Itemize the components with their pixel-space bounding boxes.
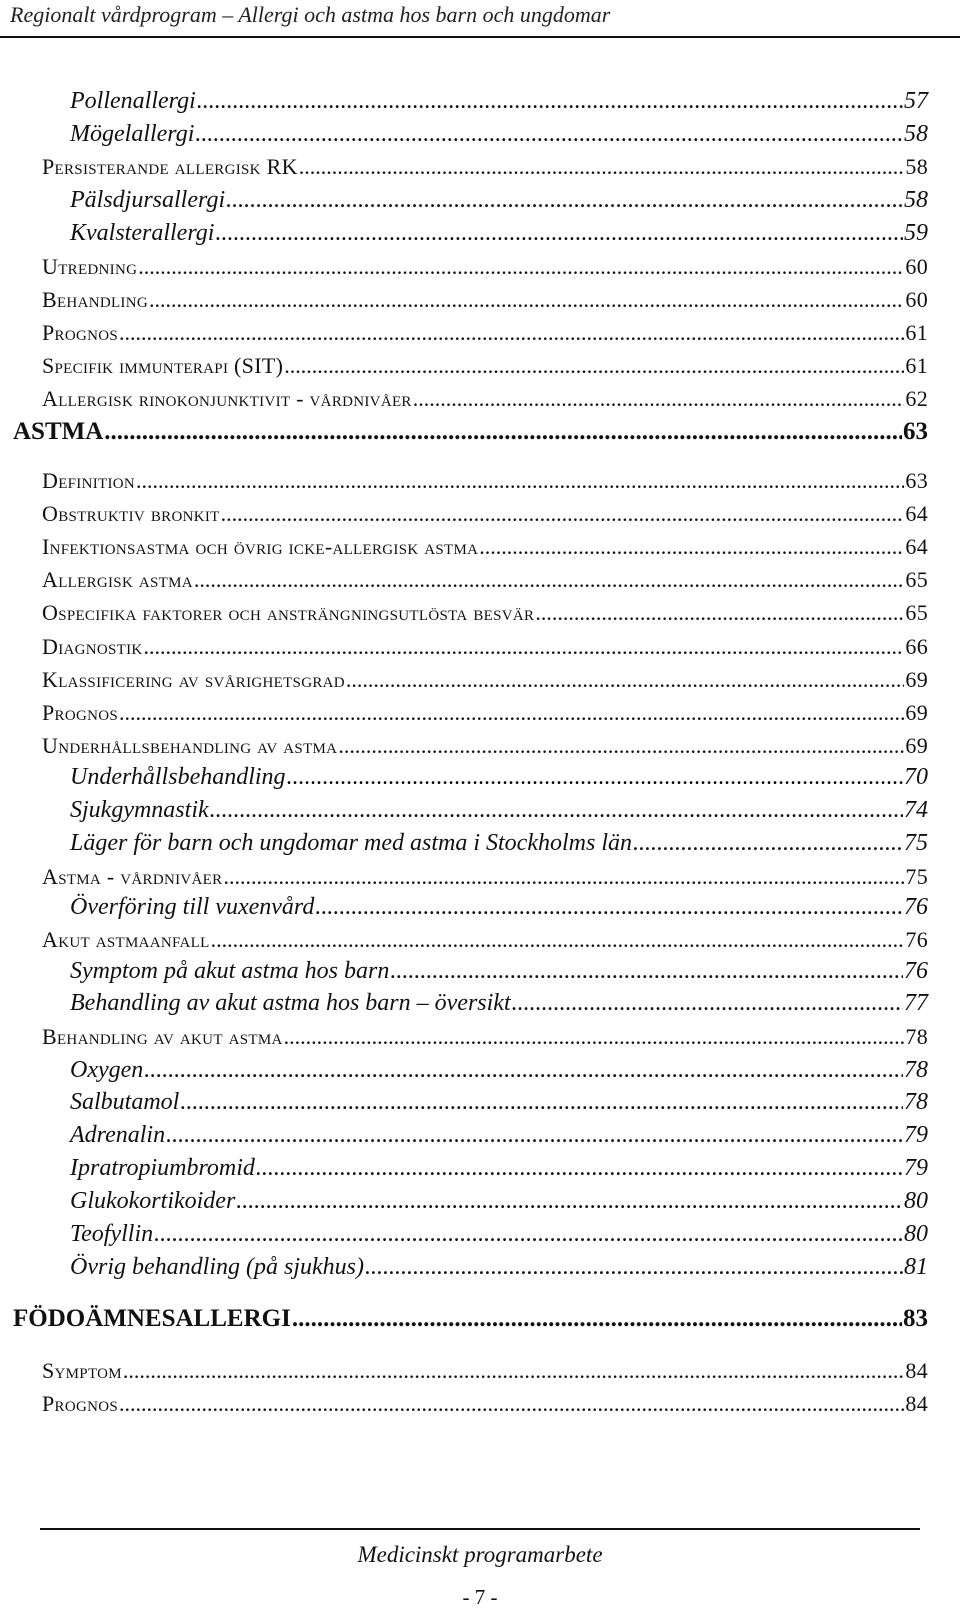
toc-entry-label: Specifik immunterapi (SIT) <box>42 353 284 378</box>
toc-entry-label: Oxygen <box>70 1057 144 1083</box>
toc-entry[interactable] <box>42 254 928 280</box>
toc-entry-page: 66 <box>905 634 928 659</box>
toc-entry-label: Prognos <box>42 320 119 345</box>
toc-entry-page: 60 <box>905 254 928 279</box>
toc-entry-label: Ipratropiumbromid <box>70 1155 255 1181</box>
toc-entry-label: Persisterande allergisk RK <box>42 154 298 179</box>
toc-entry-page: 78 <box>904 1089 928 1115</box>
toc-entry-label: Akut astmaanfall <box>42 927 210 952</box>
page-number: - 7 - <box>462 1585 498 1609</box>
toc-entry-page: 75 <box>904 830 928 856</box>
dot-leader <box>210 797 903 824</box>
toc-entry-label: Underhållsbehandling av astma <box>42 733 338 758</box>
toc-entry[interactable] <box>42 567 928 593</box>
toc-entry[interactable] <box>42 320 928 346</box>
toc-entry-label: Övrig behandling (på sjukhus) <box>70 1254 364 1280</box>
dot-leader <box>633 830 903 857</box>
toc-entry-page: 76 <box>904 958 928 984</box>
toc-entry[interactable] <box>70 797 928 824</box>
toc-entry[interactable] <box>70 894 928 921</box>
dot-leader <box>197 88 903 115</box>
dot-leader <box>365 1254 903 1281</box>
toc-entry-label: Glukokortikoider <box>70 1188 236 1214</box>
toc-entry-page: 60 <box>905 287 928 312</box>
toc-entry-label: Astma - vårdnivåer <box>42 864 223 889</box>
dot-leader <box>215 220 903 247</box>
toc-entry-label: Salbutamol <box>70 1089 180 1115</box>
toc-entry-page: 63 <box>903 418 928 445</box>
toc-entry[interactable] <box>70 1122 928 1149</box>
toc-entry-page: 69 <box>905 700 928 725</box>
toc-entry[interactable] <box>70 187 928 214</box>
toc-entry[interactable] <box>70 764 928 791</box>
toc-entry-page: 77 <box>904 990 928 1016</box>
toc-entry[interactable] <box>42 534 928 560</box>
dot-leader <box>136 468 904 494</box>
dot-leader <box>535 600 904 626</box>
toc-entry-label: Prognos <box>42 1391 119 1416</box>
toc-entry-page: 79 <box>904 1122 928 1148</box>
toc-entry-label: Ospecifika faktorer och ansträngningsutlösta besvär <box>42 600 535 625</box>
toc-entry-label: Sjukgymnastik <box>70 797 209 823</box>
toc-entry[interactable] <box>42 634 928 660</box>
toc-entry[interactable] <box>42 154 928 180</box>
toc-entry-label: Underhållsbehandling <box>70 764 286 790</box>
toc-entry-label: Läger för barn och ungdomar med astma i Stockholms län <box>70 830 632 856</box>
toc-entry-page: 78 <box>904 1057 928 1083</box>
toc-entry[interactable] <box>42 1358 928 1384</box>
toc-entry-page: 80 <box>904 1221 928 1247</box>
toc-entry-label: Allergisk astma <box>42 567 193 592</box>
dot-leader <box>119 1391 904 1417</box>
toc-entry-label: Överföring till vuxenvård <box>70 894 315 920</box>
toc-entry-label: Infektionsastma och övrig icke-allergisk astma <box>42 534 479 559</box>
toc-entry[interactable] <box>70 1057 928 1084</box>
toc-entry-page: 64 <box>905 534 928 559</box>
toc-entry[interactable] <box>42 700 928 726</box>
toc-entry-page: 61 <box>905 353 928 378</box>
toc-entry[interactable] <box>42 1024 928 1050</box>
running-header: Regionalt vårdprogram – Allergi och astma hos barn och ungdomar <box>10 2 611 27</box>
toc-entry-label: Diagnostik <box>42 634 143 659</box>
toc-entry-page: 69 <box>905 667 928 692</box>
toc-entry[interactable] <box>70 88 928 115</box>
dot-leader <box>390 958 903 985</box>
toc-entry[interactable] <box>70 1089 928 1116</box>
toc-entry-page: 81 <box>904 1254 928 1280</box>
toc-entry[interactable] <box>70 220 928 247</box>
dot-leader <box>287 764 903 791</box>
dot-leader <box>144 634 905 660</box>
toc-entry-page: 61 <box>905 320 928 345</box>
toc-entry-label: Teofyllin <box>70 1221 154 1247</box>
toc-entry-page: 57 <box>904 88 928 114</box>
toc-entry-page: 59 <box>904 220 928 246</box>
toc-entry[interactable] <box>13 1305 928 1333</box>
dot-leader <box>479 534 904 560</box>
dot-leader <box>195 121 903 148</box>
toc-entry[interactable] <box>42 927 928 953</box>
toc-entry-label: Behandling av akut astma hos barn – översikt <box>70 990 511 1016</box>
toc-entry-page: 78 <box>905 1024 928 1049</box>
toc-entry[interactable] <box>42 733 928 759</box>
toc-entry[interactable] <box>70 121 928 148</box>
toc-entry-page: 79 <box>904 1155 928 1181</box>
toc-entry-label: Utredning <box>42 254 138 279</box>
toc-entry[interactable] <box>70 990 928 1017</box>
toc-entry[interactable] <box>70 1155 928 1182</box>
dot-leader <box>123 1358 904 1384</box>
toc-entry-label: ASTMA <box>13 418 104 445</box>
toc-entry[interactable] <box>70 1254 928 1281</box>
toc-entry-label: Klassificering av svårighetsgrad <box>42 667 345 692</box>
toc-entry-page: 80 <box>904 1188 928 1214</box>
toc-entry[interactable] <box>70 1188 928 1215</box>
toc-entry[interactable] <box>70 830 928 857</box>
toc-entry[interactable] <box>42 468 928 494</box>
toc-entry-page: 65 <box>905 600 928 625</box>
dot-leader <box>119 320 904 346</box>
toc-entry-label: Adrenalin <box>70 1122 166 1148</box>
toc-entry-label: Obstruktiv bronkit <box>42 501 220 526</box>
dot-leader <box>166 1122 903 1149</box>
toc-entry-label: Definition <box>42 468 136 493</box>
toc-entry-page: 58 <box>905 154 928 179</box>
toc-entry-page: 76 <box>904 894 928 920</box>
toc-entry[interactable] <box>70 958 928 985</box>
toc-entry-label: Pälsdjursallergi <box>70 187 226 213</box>
toc-entry[interactable] <box>13 418 928 446</box>
toc-entry-page: 63 <box>905 468 928 493</box>
toc-entry-page: 74 <box>904 797 928 823</box>
dot-leader <box>104 418 902 446</box>
dot-leader <box>292 1305 902 1333</box>
dot-leader <box>194 567 905 593</box>
toc-entry-page: 58 <box>904 187 928 213</box>
dot-leader <box>138 254 904 280</box>
dot-leader <box>149 287 904 313</box>
toc-entry-page: 70 <box>904 764 928 790</box>
dot-leader <box>236 1188 903 1215</box>
dot-leader <box>154 1221 903 1248</box>
toc-entry-label: Symptom på akut astma hos barn <box>70 958 390 984</box>
dot-leader <box>119 700 904 726</box>
toc-entry-page: 62 <box>905 386 928 411</box>
toc-entry[interactable] <box>42 1391 928 1417</box>
toc-entry[interactable] <box>42 864 928 890</box>
dot-leader <box>512 990 903 1017</box>
dot-leader <box>346 667 904 693</box>
dot-leader <box>223 864 904 890</box>
dot-leader <box>284 353 904 379</box>
toc-entry-page: 75 <box>905 864 928 889</box>
dot-leader <box>413 386 905 412</box>
toc-entry-label: Mögelallergi <box>70 121 195 147</box>
toc-entry-page: 65 <box>905 567 928 592</box>
dot-leader <box>256 1155 903 1182</box>
toc-entry-label: Allergisk rinokonjunktivit - vårdnivåer <box>42 386 412 411</box>
toc-entry[interactable] <box>42 353 928 379</box>
toc-entry-label: Prognos <box>42 700 119 725</box>
dot-leader <box>144 1057 903 1084</box>
dot-leader <box>338 733 904 759</box>
dot-leader <box>284 1024 905 1050</box>
toc-entry[interactable] <box>42 386 928 412</box>
dot-leader <box>211 927 905 953</box>
toc-entry-page: 76 <box>905 927 928 952</box>
header-divider <box>0 36 960 38</box>
footer-label: Medicinskt programarbete <box>357 1542 603 1567</box>
dot-leader <box>299 154 905 180</box>
dot-leader <box>180 1089 903 1116</box>
toc-entry-page: 58 <box>904 121 928 147</box>
toc-entry-label: Behandling <box>42 287 148 312</box>
toc-entry[interactable] <box>42 600 928 626</box>
toc-entry-label: Symptom <box>42 1358 122 1383</box>
toc-entry-page: 84 <box>905 1358 928 1383</box>
dot-leader <box>226 187 903 214</box>
toc-entry-label: Pollenallergi <box>70 88 196 114</box>
toc-entry-label: Behandling av akut astma <box>42 1024 283 1049</box>
dot-leader <box>315 894 903 921</box>
toc-entry-label: Kvalsterallergi <box>70 220 215 246</box>
toc-entry-label: FÖDOÄMNESALLERGI <box>13 1305 291 1332</box>
footer-divider <box>40 1528 920 1530</box>
toc-entry[interactable] <box>70 1221 928 1248</box>
toc-entry[interactable] <box>42 287 928 313</box>
toc-entry[interactable] <box>42 667 928 693</box>
toc-entry-page: 83 <box>903 1305 928 1332</box>
toc-entry-page: 69 <box>905 733 928 758</box>
toc-entry[interactable] <box>42 501 928 527</box>
toc-entry-page: 84 <box>905 1391 928 1416</box>
toc-entry-page: 64 <box>905 501 928 526</box>
dot-leader <box>221 501 905 527</box>
